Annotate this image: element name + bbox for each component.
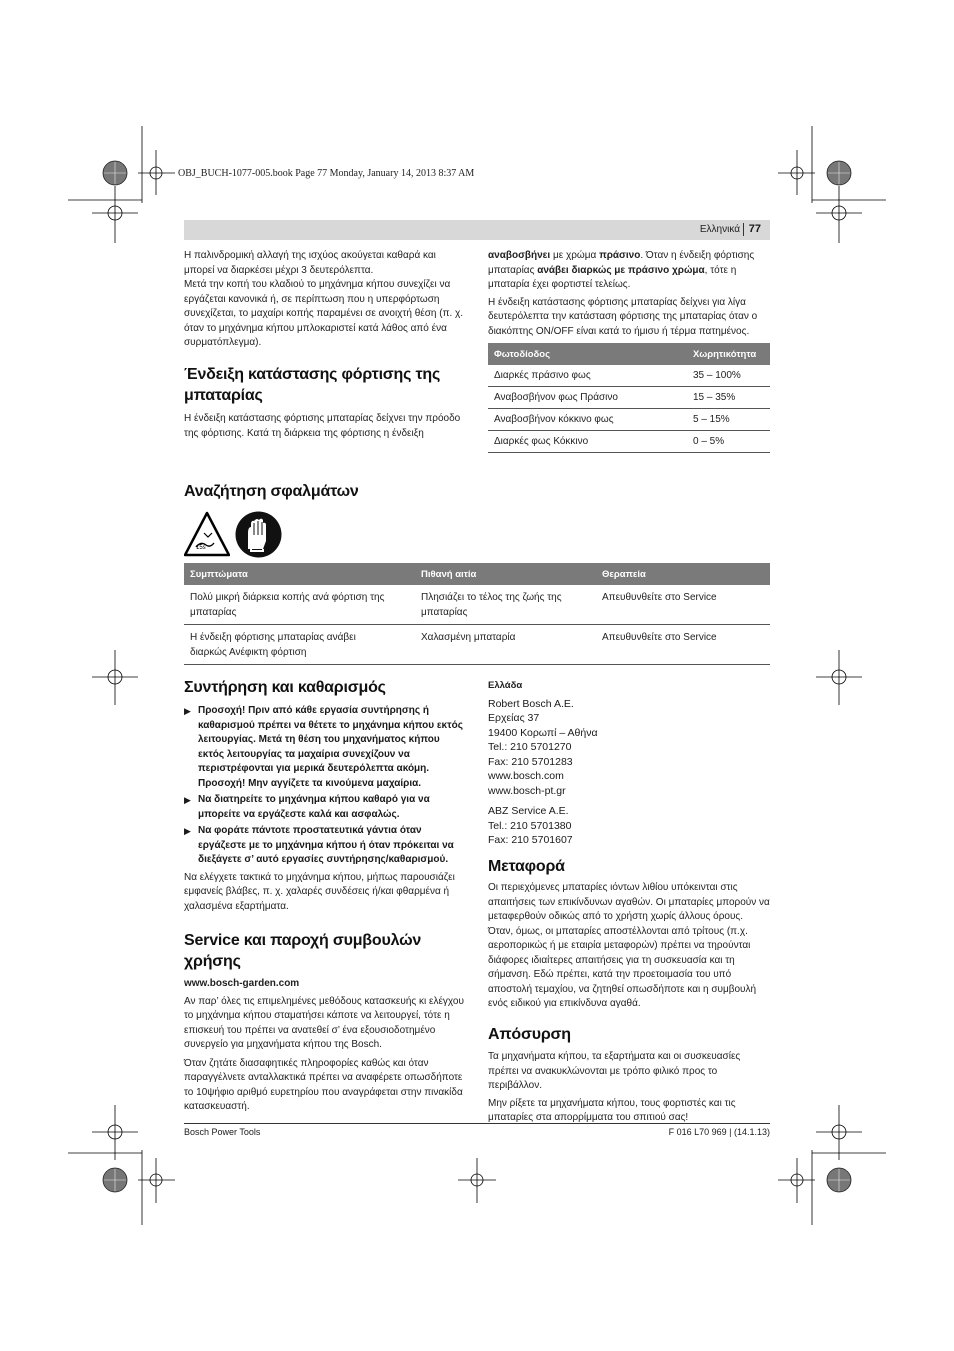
protective-gloves-icon: [235, 511, 282, 558]
table-cell: Η ένδειξη φόρτισης μπαταρίας ανάβει διαρκώς Ανέφικτη φόρτιση: [184, 625, 415, 665]
table-cell: 35 – 100%: [687, 365, 770, 387]
section-title-troubleshooting: Αναζήτηση σφαλμάτων: [184, 483, 359, 500]
battery-continued: [488, 249, 770, 339]
bullet-arrow-icon: ▶: [184, 826, 191, 836]
table-cell: Διαρκές πράσινο φως: [488, 365, 687, 387]
table-cell: Πολύ μικρή διάρκεια κοπής ανά φόρτιση της μπαταρίας: [184, 585, 415, 625]
table-cell: Απευθυνθείτε στο Service: [596, 625, 770, 665]
contact-link[interactable]: www.bosch-pt.gr: [488, 784, 566, 797]
table-cell: 0 – 5%: [687, 431, 770, 453]
header-language: Ελληνικά: [699, 224, 740, 235]
footer-doc-code: F 016 L70 969 | (14.1.13): [668, 1127, 770, 1137]
contact-country: Ελλάδα: [488, 680, 523, 691]
column-header: Θεραπεία: [596, 563, 770, 585]
contact-line: Fax: 210 5701607: [488, 834, 573, 846]
section-title-battery: Ένδειξη κατάστασης φόρτισης της μπαταρίας: [184, 366, 441, 404]
footer-divider: [184, 1123, 770, 1124]
bullet-arrow-icon: ▶: [184, 795, 191, 805]
transport-paragraph: Οι περιεχόμενες μπαταρίες ιόντων λιθίου υπόκεινται στις απαιτήσεις των επικίνδυνων αγαθών. Οι μπαταρίες μπορούν να μεταφερθούν οδικώς από το χρήστη χωρίς άλλους όρους. Όταν, όμως, οι μπαταρίες αποστέλλονται από τρίτους (π.χ. αεροπορικώς ή με εταιρία μεταφορών) πρέπει να τηρούνται διάφορες ιδιαίτερες απαιτήσεις για τη συσκευασία και τη σήμανση. Εδώ πρέπει, κατά την προετοιμασία του υπό αποστολή τεμαχίου, να ζητηθεί οπωσδήποτε και η συμβουλή ενός ειδικού για επικίνδυνα αγαθά.: [488, 882, 770, 1009]
intro-block: [184, 249, 466, 351]
list-item: ▶ Να διατηρείτε το μηχάνημα κήπου καθαρό για να μπορείτε να εργάζεστε καλά και ασφαλώς.: [184, 794, 430, 820]
contact-address-2: [488, 804, 770, 848]
column-header: Χωρητικότητα: [687, 343, 770, 365]
table-row: [488, 409, 770, 431]
contact-line: Tel.: 210 5701380: [488, 819, 572, 832]
table-cell: 5 – 15%: [687, 409, 770, 431]
contact-line: Ερχείας 37: [488, 712, 540, 724]
contact-line: 19400 Κορωπί – Αθήνα: [488, 726, 598, 739]
battery-paragraph-2: αναβοσβήνει με χρώμα πράσινο. Όταν η ένδειξη φόρτισης μπαταρίας ανάβει διαρκώς με πράσινο χρώμα, τότε η μπαταρία έχει φορτιστεί τελείως.: [488, 250, 755, 290]
service-url-link[interactable]: www.bosch-garden.com: [184, 978, 300, 989]
bullet-arrow-icon: ▶: [184, 706, 191, 716]
table-cell: Αναβοσβήνον κόκκινο φως: [488, 409, 687, 431]
svg-text:15s: 15s: [196, 545, 206, 551]
table-cell: Πλησιάζει το τέλος της ζωής της μπαταρίας: [415, 585, 596, 625]
service-section: [184, 930, 468, 1115]
column-header: Φωτοδίοδος: [488, 343, 687, 365]
transport-section: [488, 856, 770, 1012]
warning-blade-icon: [184, 511, 230, 557]
contact-link[interactable]: www.bosch.com: [488, 770, 564, 782]
contact-line: Fax: 210 5701283: [488, 755, 573, 768]
file-header: OBJ_BUCH-1077-005.book Page 77 Monday, January 14, 2013 8:37 AM: [178, 168, 475, 179]
table-cell: Διαρκές φως Κόκκινο: [488, 431, 687, 453]
table-cell: Αναβοσβήνον φως Πράσινο: [488, 387, 687, 409]
table-row: [488, 365, 770, 387]
disposal-paragraph-2: Μην ρίξετε τα μηχανήματα κήπου, τους φορτιστές και τις μπαταρίες στα απορρίμματα του σπιτιού σας!: [488, 1097, 736, 1123]
table-row: [488, 387, 770, 409]
header-divider: [743, 223, 744, 236]
contact-line: ABZ Service A.E.: [488, 805, 569, 817]
troubleshooting-table: [184, 563, 770, 665]
list-item: ▶ Προσοχή! Πριν από κάθε εργασία συντήρησης ή καθαρισμού πρέπει να θέτετε το μηχάνημα κήπου εκτός λειτουργίας. Μετά τη θέση του μηχανήματος κήπου εκτός λειτουργίας τα μαχαίρια συνεχίζουν να περιστρέφονται για μερικά δευτερόλεπτα ακόμη. Προσοχή! Μην αγγίζετε τα κινούμενα μαχαίρια.: [184, 705, 463, 789]
section-title-service: Service και παροχή συμβουλών χρήσης: [184, 932, 422, 970]
footer-brand: Bosch Power Tools: [184, 1127, 261, 1137]
battery-section: [184, 364, 466, 441]
table-cell: 15 – 35%: [687, 387, 770, 409]
table-row: [184, 625, 770, 665]
service-paragraph-2: Όταν ζητάτε διασαφητικές πληροφορίες καθώς και όταν παραγγέλνετε ανταλλακτικά πρέπει να αναφέρετε οπωσδήποτε το 10ψήφιο αριθμό ευρετηρίου που αναγράφεται στην πινακίδα κατασκευαστή.: [184, 1057, 463, 1112]
battery-paragraph-3: Η ένδειξη κατάστασης φόρτισης μπαταρίας δείχνει για λίγα δευτερόλεπτα την κατάσταση φόρτισης της μπαταρίας όταν ο διακόπτης ON/OFF είναι κατά το ήμισυ ή τέρμα πατημένος.: [488, 296, 758, 337]
section-title-transport: Μεταφορά: [488, 858, 565, 875]
contact-address-1: [488, 697, 770, 799]
maintenance-paragraph: Να ελέγχετε τακτικά το μηχάνημα κήπου, μήπως παρουσιάζει εμφανείς βλάβες, π. χ. χαλαρές συνδέσεις ή/και φθαρμένα ή χαλασμένα εξαρτήματα.: [184, 871, 455, 912]
table-header-row: [488, 343, 770, 365]
contact-block: [488, 679, 770, 848]
page-number: 77: [748, 223, 761, 235]
contact-line: Tel.: 210 5701270: [488, 741, 572, 753]
section-title-disposal: Απόσυρση: [488, 1026, 571, 1043]
intro-paragraph-1: Η παλινδρομική αλλαγή της ισχύος ακούγεται καθαρά και μπορεί να διαρκέσει μέχρι 3 δευτερόλεπτα.: [184, 250, 436, 276]
disposal-section: [488, 1024, 772, 1126]
battery-paragraph-1: Η ένδειξη κατάστασης φόρτισης μπαταρίας δείχνει την πρόοδο της φόρτισης. Κατά τη διάρκεια της φόρτισης η ένδειξη: [184, 413, 461, 439]
page-header-bar: [184, 220, 770, 240]
column-header: Συμπτώματα: [184, 563, 415, 585]
list-item: ▶ Να φοράτε πάντοτε προστατευτικά γάντια όταν εργάζεστε με το μηχάνημα κήπου ή όταν πρόκειται να διεξάγετε σ’ αυτό εργασίες συντήρησης/καθαρισμού.: [184, 825, 454, 865]
column-header: Πιθανή αιτία: [415, 563, 596, 585]
table-cell: Χαλασμένη μπαταρία: [415, 625, 596, 665]
battery-status-table: [488, 343, 770, 453]
disposal-paragraph-1: Τα μηχανήματα κήπου, τα εξαρτήματα και οι συσκευασίες πρέπει να ανακυκλώνονται με τρόπο φιλικό προς το περιβάλλον.: [488, 1051, 741, 1091]
table-cell: Απευθυνθείτε στο Service: [596, 585, 770, 625]
table-header-row: [184, 563, 770, 585]
service-paragraph-1: Αν παρ’ όλες τις επιμελημένες μεθόδους κατασκευής κι ελέγχου το μηχάνημα κήπου σταματήσει κάποτε να λειτουργεί, τότε η επισκευή του πρέπει να ανατεθεί σ’ ένα εξουσιοδοτημένο συνεργείο για μηχανήματα κήπου της Bosch.: [184, 995, 464, 1050]
contact-line: Robert Bosch A.E.: [488, 697, 574, 710]
table-row: [184, 585, 770, 625]
intro-paragraph-2: Μετά την κοπή του κλαδιού το μηχάνημα κήπου συνεχίζει να εργάζεται κανονικά ή, σε περίπτωση που η υπερφόρτωση συνεχίζεται, το μαχαίρι κοπής παραμένει σε ανοιχτή θέση (π. χ. όταν το μηχάνημα κήπου μπλοκαριστεί κατά λάθος από ένα συρματόπλεγμα).: [184, 279, 464, 348]
table-row: [488, 431, 770, 453]
section-title-maintenance: Συντήρηση και καθαρισμός: [184, 679, 386, 696]
maintenance-section: [184, 677, 466, 914]
